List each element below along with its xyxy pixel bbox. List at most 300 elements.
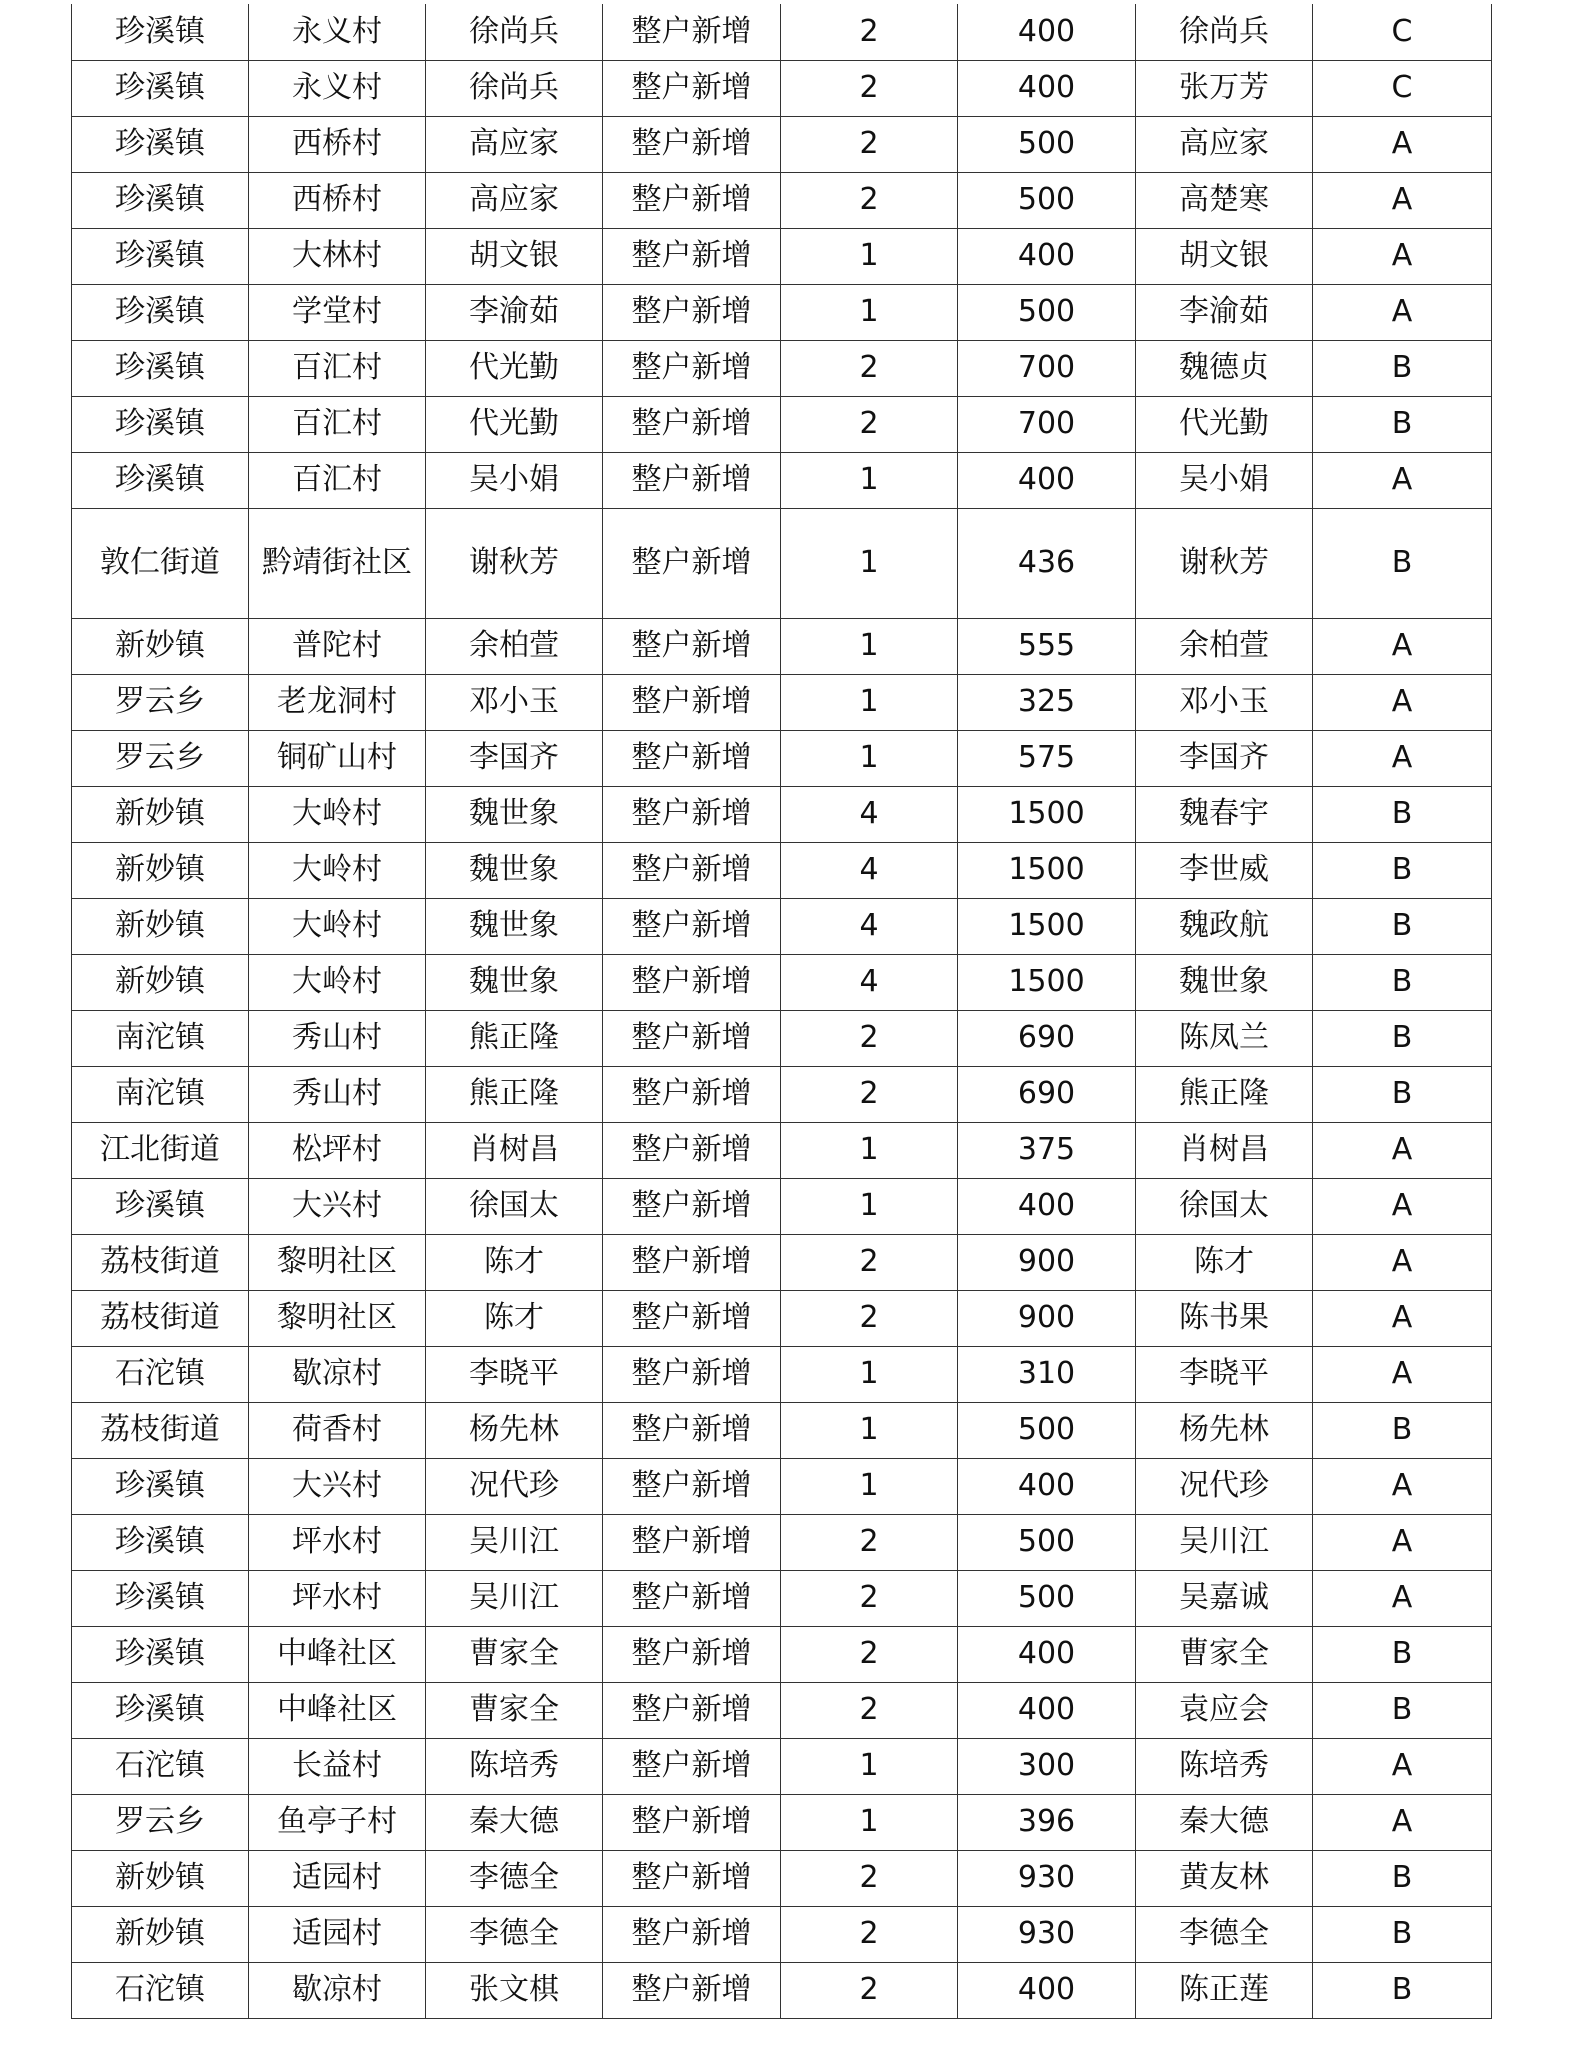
cell-household-head: 徐尚兵: [426, 60, 603, 116]
cell-grade: A: [1313, 452, 1492, 508]
cell-amount: 400: [958, 60, 1136, 116]
cell-member-count: 2: [781, 116, 958, 172]
cell-household-head: 胡文银: [426, 228, 603, 284]
cell-village: 西桥村: [249, 172, 426, 228]
cell-town: 珍溪镇: [72, 116, 249, 172]
cell-member-count: 2: [781, 4, 958, 60]
cell-town: 新妙镇: [72, 842, 249, 898]
table-row: [72, 618, 1492, 674]
cell-household-head: 秦大德: [426, 1794, 603, 1850]
cell-grade: B: [1313, 898, 1492, 954]
cell-grade: B: [1313, 340, 1492, 396]
cell-amount: 900: [958, 1290, 1136, 1346]
cell-category: 整户新增: [603, 730, 781, 786]
cell-village: 适园村: [249, 1906, 426, 1962]
cell-category: 整户新增: [603, 1850, 781, 1906]
cell-village: 百汇村: [249, 340, 426, 396]
cell-household-head: 高应家: [426, 116, 603, 172]
cell-member-name: 李渝茹: [1136, 284, 1313, 340]
cell-category: 整户新增: [603, 228, 781, 284]
cell-grade: B: [1313, 1682, 1492, 1738]
cell-member-name: 高楚寒: [1136, 172, 1313, 228]
cell-village: 黔靖街社区: [249, 508, 426, 618]
cell-village: 大岭村: [249, 842, 426, 898]
cell-household-head: 徐尚兵: [426, 4, 603, 60]
cell-household-head: 陈才: [426, 1234, 603, 1290]
cell-member-count: 1: [781, 228, 958, 284]
cell-member-name: 秦大德: [1136, 1794, 1313, 1850]
cell-village: 铜矿山村: [249, 730, 426, 786]
cell-amount: 900: [958, 1234, 1136, 1290]
cell-village: 松坪村: [249, 1122, 426, 1178]
cell-household-head: 肖树昌: [426, 1122, 603, 1178]
cell-grade: A: [1313, 1570, 1492, 1626]
table-row: [72, 1010, 1492, 1066]
cell-category: 整户新增: [603, 786, 781, 842]
cell-amount: 1500: [958, 842, 1136, 898]
table-body: [72, 4, 1492, 2018]
cell-amount: 400: [958, 1962, 1136, 2018]
cell-household-head: 魏世象: [426, 842, 603, 898]
cell-household-head: 陈培秀: [426, 1738, 603, 1794]
cell-grade: A: [1313, 1794, 1492, 1850]
cell-village: 坪水村: [249, 1570, 426, 1626]
cell-town: 南沱镇: [72, 1066, 249, 1122]
cell-member-name: 李晓平: [1136, 1346, 1313, 1402]
cell-member-name: 魏春宇: [1136, 786, 1313, 842]
cell-member-name: 陈培秀: [1136, 1738, 1313, 1794]
table-row: [72, 1850, 1492, 1906]
cell-category: 整户新增: [603, 898, 781, 954]
cell-household-head: 徐国太: [426, 1178, 603, 1234]
table-row: [72, 1290, 1492, 1346]
cell-member-name: 陈正莲: [1136, 1962, 1313, 2018]
cell-member-name: 吴小娟: [1136, 452, 1313, 508]
cell-town: 荔枝街道: [72, 1402, 249, 1458]
cell-category: 整户新增: [603, 1458, 781, 1514]
cell-category: 整户新增: [603, 508, 781, 618]
cell-category: 整户新增: [603, 1066, 781, 1122]
table-row: [72, 1122, 1492, 1178]
cell-household-head: 李德全: [426, 1906, 603, 1962]
cell-grade: B: [1313, 954, 1492, 1010]
cell-town: 珍溪镇: [72, 1682, 249, 1738]
cell-grade: A: [1313, 1514, 1492, 1570]
cell-category: 整户新增: [603, 396, 781, 452]
cell-amount: 1500: [958, 786, 1136, 842]
cell-town: 新妙镇: [72, 898, 249, 954]
cell-amount: 555: [958, 618, 1136, 674]
cell-member-count: 4: [781, 842, 958, 898]
cell-grade: A: [1313, 1178, 1492, 1234]
cell-village: 学堂村: [249, 284, 426, 340]
cell-amount: 436: [958, 508, 1136, 618]
cell-member-name: 李德全: [1136, 1906, 1313, 1962]
cell-town: 新妙镇: [72, 954, 249, 1010]
cell-amount: 400: [958, 452, 1136, 508]
cell-category: 整户新增: [603, 284, 781, 340]
table-row: [72, 730, 1492, 786]
cell-village: 百汇村: [249, 452, 426, 508]
cell-household-head: 高应家: [426, 172, 603, 228]
cell-town: 新妙镇: [72, 618, 249, 674]
cell-village: 永义村: [249, 60, 426, 116]
cell-member-name: 魏世象: [1136, 954, 1313, 1010]
cell-grade: A: [1313, 1458, 1492, 1514]
cell-household-head: 吴川江: [426, 1514, 603, 1570]
cell-household-head: 吴川江: [426, 1570, 603, 1626]
cell-amount: 500: [958, 1570, 1136, 1626]
cell-household-head: 魏世象: [426, 954, 603, 1010]
cell-household-head: 陈才: [426, 1290, 603, 1346]
cell-member-count: 1: [781, 1738, 958, 1794]
cell-village: 歇凉村: [249, 1346, 426, 1402]
cell-village: 永义村: [249, 4, 426, 60]
cell-category: 整户新增: [603, 1794, 781, 1850]
table-row: [72, 1738, 1492, 1794]
cell-amount: 500: [958, 116, 1136, 172]
cell-category: 整户新增: [603, 1962, 781, 2018]
cell-village: 适园村: [249, 1850, 426, 1906]
cell-town: 新妙镇: [72, 786, 249, 842]
cell-town: 石沱镇: [72, 1738, 249, 1794]
cell-member-name: 杨先林: [1136, 1402, 1313, 1458]
table-row: [72, 1962, 1492, 2018]
cell-household-head: 李国齐: [426, 730, 603, 786]
cell-category: 整户新增: [603, 1234, 781, 1290]
cell-amount: 930: [958, 1850, 1136, 1906]
cell-town: 珍溪镇: [72, 1458, 249, 1514]
cell-member-count: 2: [781, 1010, 958, 1066]
cell-household-head: 代光勤: [426, 396, 603, 452]
cell-member-count: 2: [781, 1682, 958, 1738]
cell-grade: B: [1313, 1850, 1492, 1906]
cell-category: 整户新增: [603, 1346, 781, 1402]
cell-member-name: 肖树昌: [1136, 1122, 1313, 1178]
cell-member-count: 2: [781, 1626, 958, 1682]
cell-category: 整户新增: [603, 4, 781, 60]
table-row: [72, 284, 1492, 340]
cell-member-count: 1: [781, 1346, 958, 1402]
cell-member-name: 袁应会: [1136, 1682, 1313, 1738]
cell-amount: 310: [958, 1346, 1136, 1402]
cell-category: 整户新增: [603, 60, 781, 116]
cell-category: 整户新增: [603, 1682, 781, 1738]
cell-town: 荔枝街道: [72, 1290, 249, 1346]
cell-amount: 400: [958, 1626, 1136, 1682]
cell-village: 大岭村: [249, 954, 426, 1010]
table-row: [72, 60, 1492, 116]
cell-category: 整户新增: [603, 1178, 781, 1234]
cell-town: 珍溪镇: [72, 1514, 249, 1570]
cell-category: 整户新增: [603, 842, 781, 898]
cell-grade: B: [1313, 396, 1492, 452]
cell-category: 整户新增: [603, 172, 781, 228]
cell-village: 百汇村: [249, 396, 426, 452]
cell-household-head: 况代珍: [426, 1458, 603, 1514]
cell-amount: 300: [958, 1738, 1136, 1794]
cell-amount: 400: [958, 228, 1136, 284]
cell-village: 大林村: [249, 228, 426, 284]
cell-town: 珍溪镇: [72, 4, 249, 60]
cell-grade: C: [1313, 60, 1492, 116]
cell-member-name: 徐尚兵: [1136, 4, 1313, 60]
cell-category: 整户新增: [603, 1626, 781, 1682]
cell-grade: A: [1313, 1290, 1492, 1346]
cell-grade: B: [1313, 786, 1492, 842]
table-row: [72, 898, 1492, 954]
cell-member-name: 余柏萱: [1136, 618, 1313, 674]
table-row: [72, 786, 1492, 842]
cell-town: 江北街道: [72, 1122, 249, 1178]
cell-category: 整户新增: [603, 618, 781, 674]
table-row: [72, 1794, 1492, 1850]
table-row: [72, 1626, 1492, 1682]
cell-amount: 690: [958, 1066, 1136, 1122]
table-row: [72, 172, 1492, 228]
cell-member-name: 陈才: [1136, 1234, 1313, 1290]
cell-grade: B: [1313, 842, 1492, 898]
cell-town: 石沱镇: [72, 1962, 249, 2018]
cell-village: 秀山村: [249, 1066, 426, 1122]
cell-village: 老龙洞村: [249, 674, 426, 730]
cell-town: 珍溪镇: [72, 228, 249, 284]
cell-household-head: 熊正隆: [426, 1010, 603, 1066]
cell-town: 罗云乡: [72, 730, 249, 786]
cell-town: 珍溪镇: [72, 284, 249, 340]
cell-household-head: 曹家全: [426, 1626, 603, 1682]
cell-grade: A: [1313, 674, 1492, 730]
cell-amount: 500: [958, 284, 1136, 340]
cell-town: 新妙镇: [72, 1906, 249, 1962]
cell-village: 荷香村: [249, 1402, 426, 1458]
table-row: [72, 1066, 1492, 1122]
cell-grade: B: [1313, 1402, 1492, 1458]
cell-member-count: 1: [781, 730, 958, 786]
cell-category: 整户新增: [603, 452, 781, 508]
cell-town: 珍溪镇: [72, 172, 249, 228]
table-row: [72, 340, 1492, 396]
cell-amount: 500: [958, 1402, 1136, 1458]
table-row: [72, 1458, 1492, 1514]
cell-member-name: 熊正隆: [1136, 1066, 1313, 1122]
cell-grade: A: [1313, 730, 1492, 786]
cell-amount: 1500: [958, 898, 1136, 954]
cell-member-name: 邓小玉: [1136, 674, 1313, 730]
cell-member-count: 1: [781, 1458, 958, 1514]
cell-member-count: 2: [781, 1962, 958, 2018]
table-row: [72, 1346, 1492, 1402]
cell-member-count: 2: [781, 1570, 958, 1626]
table-row: [72, 116, 1492, 172]
cell-member-name: 谢秋芳: [1136, 508, 1313, 618]
cell-amount: 400: [958, 1458, 1136, 1514]
cell-member-name: 陈凤兰: [1136, 1010, 1313, 1066]
cell-grade: A: [1313, 284, 1492, 340]
cell-village: 秀山村: [249, 1010, 426, 1066]
cell-town: 珍溪镇: [72, 1626, 249, 1682]
table-row: [72, 954, 1492, 1010]
cell-member-name: 黄友林: [1136, 1850, 1313, 1906]
cell-member-count: 1: [781, 1122, 958, 1178]
cell-village: 大岭村: [249, 898, 426, 954]
cell-household-head: 邓小玉: [426, 674, 603, 730]
table-row: [72, 1402, 1492, 1458]
table-row: [72, 508, 1492, 618]
cell-amount: 700: [958, 396, 1136, 452]
cell-amount: 396: [958, 1794, 1136, 1850]
cell-member-count: 1: [781, 1178, 958, 1234]
cell-category: 整户新增: [603, 954, 781, 1010]
cell-amount: 700: [958, 340, 1136, 396]
table-row: [72, 1570, 1492, 1626]
cell-category: 整户新增: [603, 1906, 781, 1962]
cell-town: 荔枝街道: [72, 1234, 249, 1290]
cell-member-count: 2: [781, 340, 958, 396]
cell-member-count: 1: [781, 1402, 958, 1458]
cell-amount: 1500: [958, 954, 1136, 1010]
cell-village: 歇凉村: [249, 1962, 426, 2018]
cell-member-name: 吴川江: [1136, 1514, 1313, 1570]
cell-member-count: 1: [781, 284, 958, 340]
table-row: [72, 1178, 1492, 1234]
cell-household-head: 吴小娟: [426, 452, 603, 508]
cell-household-head: 张文棋: [426, 1962, 603, 2018]
cell-member-name: 张万芳: [1136, 60, 1313, 116]
cell-member-count: 2: [781, 1906, 958, 1962]
cell-grade: B: [1313, 1906, 1492, 1962]
cell-category: 整户新增: [603, 116, 781, 172]
cell-town: 敦仁街道: [72, 508, 249, 618]
cell-member-name: 况代珍: [1136, 1458, 1313, 1514]
cell-member-name: 吴嘉诚: [1136, 1570, 1313, 1626]
cell-grade: A: [1313, 228, 1492, 284]
table-row: [72, 1906, 1492, 1962]
cell-member-name: 徐国太: [1136, 1178, 1313, 1234]
cell-member-name: 胡文银: [1136, 228, 1313, 284]
cell-category: 整户新增: [603, 1290, 781, 1346]
cell-household-head: 代光勤: [426, 340, 603, 396]
cell-member-count: 2: [781, 1066, 958, 1122]
cell-household-head: 谢秋芳: [426, 508, 603, 618]
cell-member-count: 2: [781, 60, 958, 116]
cell-amount: 400: [958, 1682, 1136, 1738]
table-row: [72, 396, 1492, 452]
cell-town: 南沱镇: [72, 1010, 249, 1066]
cell-village: 大岭村: [249, 786, 426, 842]
cell-amount: 575: [958, 730, 1136, 786]
cell-household-head: 曹家全: [426, 1682, 603, 1738]
cell-town: 罗云乡: [72, 1794, 249, 1850]
cell-town: 珍溪镇: [72, 340, 249, 396]
cell-grade: A: [1313, 1346, 1492, 1402]
cell-member-name: 曹家全: [1136, 1626, 1313, 1682]
cell-town: 石沱镇: [72, 1346, 249, 1402]
cell-grade: A: [1313, 1234, 1492, 1290]
cell-amount: 930: [958, 1906, 1136, 1962]
cell-category: 整户新增: [603, 1402, 781, 1458]
cell-household-head: 杨先林: [426, 1402, 603, 1458]
cell-member-name: 高应家: [1136, 116, 1313, 172]
cell-member-count: 1: [781, 508, 958, 618]
cell-amount: 500: [958, 1514, 1136, 1570]
cell-grade: A: [1313, 1122, 1492, 1178]
cell-household-head: 熊正隆: [426, 1066, 603, 1122]
cell-grade: A: [1313, 116, 1492, 172]
cell-member-count: 2: [781, 1850, 958, 1906]
cell-member-count: 4: [781, 786, 958, 842]
cell-grade: B: [1313, 1962, 1492, 2018]
cell-member-name: 代光勤: [1136, 396, 1313, 452]
cell-household-head: 魏世象: [426, 786, 603, 842]
cell-household-head: 李德全: [426, 1850, 603, 1906]
table-row: [72, 1234, 1492, 1290]
cell-village: 长益村: [249, 1738, 426, 1794]
cell-village: 中峰社区: [249, 1682, 426, 1738]
cell-village: 黎明社区: [249, 1234, 426, 1290]
cell-household-head: 李晓平: [426, 1346, 603, 1402]
cell-member-name: 魏政航: [1136, 898, 1313, 954]
cell-household-head: 余柏萱: [426, 618, 603, 674]
cell-category: 整户新增: [603, 1010, 781, 1066]
cell-village: 大兴村: [249, 1458, 426, 1514]
cell-member-name: 李世威: [1136, 842, 1313, 898]
cell-town: 新妙镇: [72, 1850, 249, 1906]
cell-village: 坪水村: [249, 1514, 426, 1570]
cell-grade: B: [1313, 1010, 1492, 1066]
cell-grade: C: [1313, 4, 1492, 60]
table-row: [72, 228, 1492, 284]
table-row: [72, 842, 1492, 898]
cell-member-count: 4: [781, 898, 958, 954]
table-row: [72, 1682, 1492, 1738]
cell-member-count: 1: [781, 452, 958, 508]
table-row: [72, 4, 1492, 60]
cell-town: 珍溪镇: [72, 396, 249, 452]
cell-village: 西桥村: [249, 116, 426, 172]
cell-town: 罗云乡: [72, 674, 249, 730]
cell-member-count: 2: [781, 396, 958, 452]
cell-amount: 375: [958, 1122, 1136, 1178]
cell-grade: A: [1313, 618, 1492, 674]
cell-member-count: 1: [781, 1794, 958, 1850]
cell-category: 整户新增: [603, 1122, 781, 1178]
cell-member-count: 4: [781, 954, 958, 1010]
cell-amount: 400: [958, 1178, 1136, 1234]
cell-category: 整户新增: [603, 340, 781, 396]
cell-category: 整户新增: [603, 1738, 781, 1794]
cell-member-name: 李国齐: [1136, 730, 1313, 786]
cell-member-count: 1: [781, 674, 958, 730]
cell-town: 珍溪镇: [72, 60, 249, 116]
cell-village: 中峰社区: [249, 1626, 426, 1682]
cell-member-name: 陈书果: [1136, 1290, 1313, 1346]
table-row: [72, 452, 1492, 508]
cell-member-count: 2: [781, 1290, 958, 1346]
cell-village: 黎明社区: [249, 1290, 426, 1346]
cell-village: 普陀村: [249, 618, 426, 674]
data-table: [71, 4, 1492, 2019]
table-row: [72, 674, 1492, 730]
cell-amount: 690: [958, 1010, 1136, 1066]
cell-member-count: 2: [781, 1234, 958, 1290]
cell-village: 鱼亭子村: [249, 1794, 426, 1850]
cell-category: 整户新增: [603, 1514, 781, 1570]
cell-town: 珍溪镇: [72, 1178, 249, 1234]
cell-member-count: 2: [781, 172, 958, 228]
cell-grade: B: [1313, 1066, 1492, 1122]
cell-household-head: 魏世象: [426, 898, 603, 954]
